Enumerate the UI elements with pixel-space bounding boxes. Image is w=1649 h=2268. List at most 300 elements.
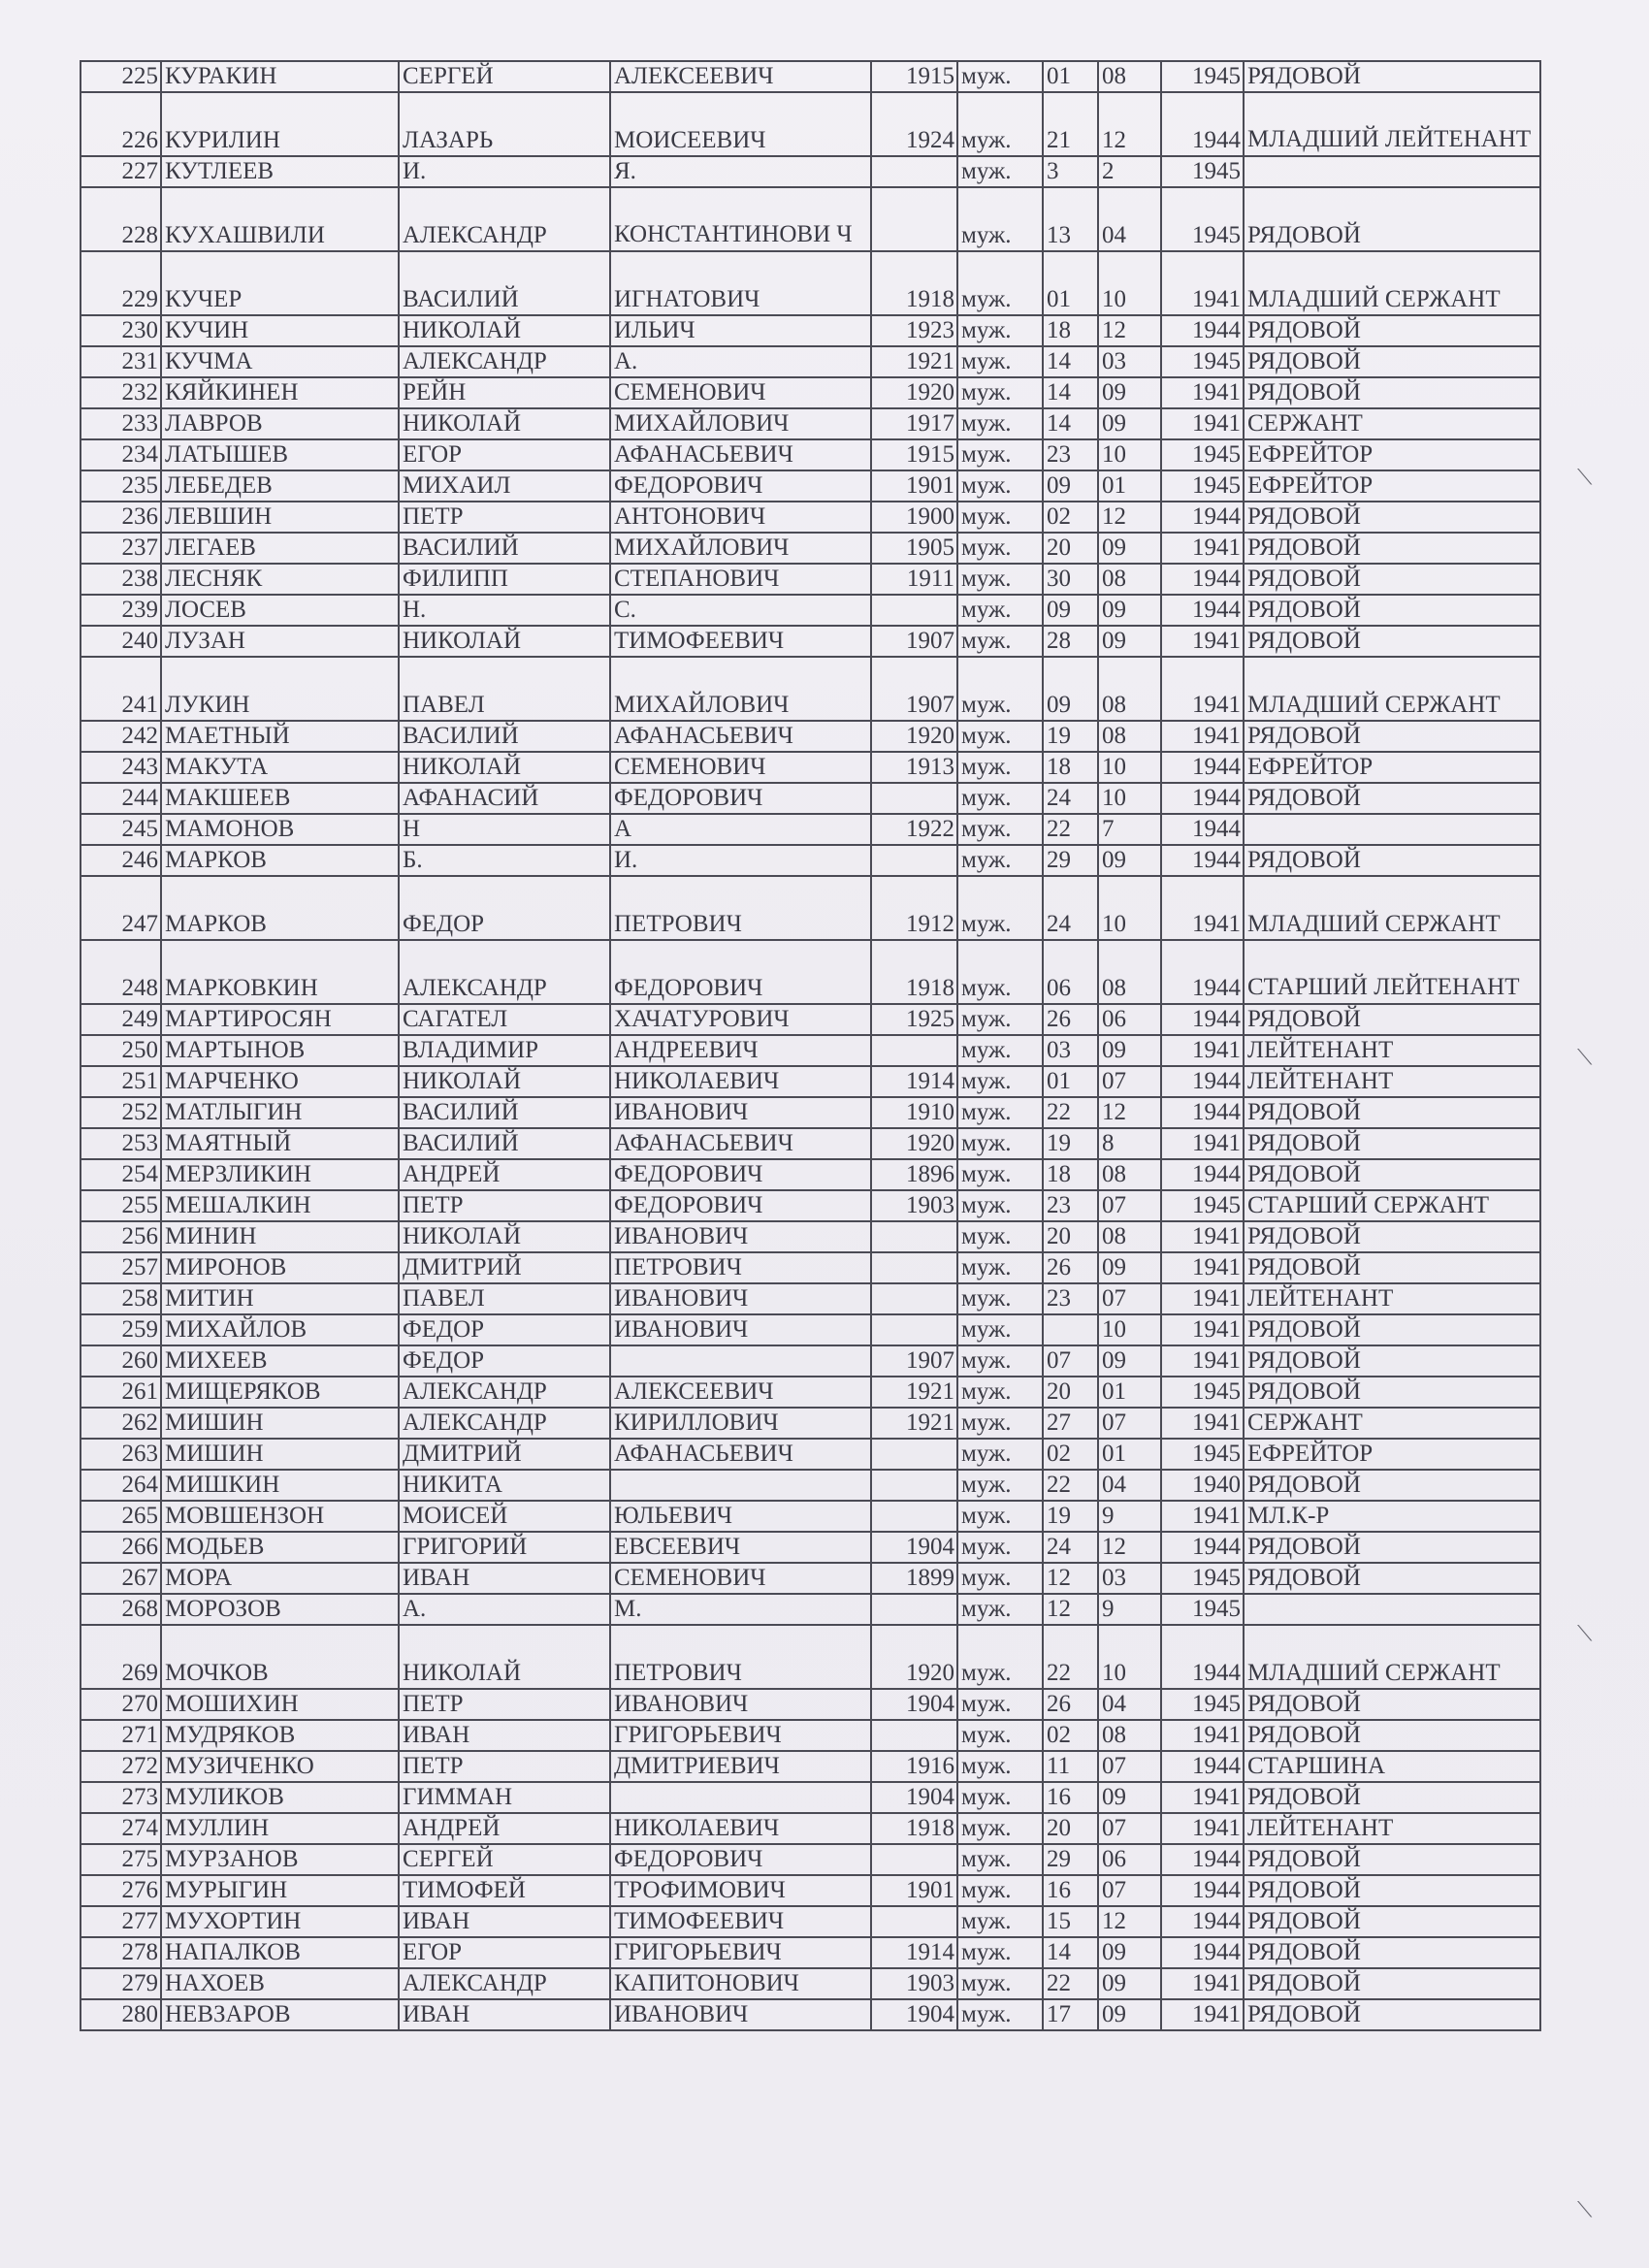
patronymic-cell: КОНСТАНТИНОВИ Ч [610,187,871,251]
death-month-cell: 9 [1098,1594,1161,1625]
first-name-cell: АЛЕКСАНДР [399,1377,610,1408]
patronymic-cell: МИХАЙЛОВИЧ [610,533,871,564]
first-name-cell: ГИММАН [399,1782,610,1813]
death-day-cell: 01 [1043,61,1098,92]
row-number: 255 [81,1190,161,1221]
death-year-cell: 1941 [1161,1283,1244,1314]
rank-cell: ЛЕЙТЕНАНТ [1244,1813,1540,1844]
row-number: 229 [81,251,161,315]
sex-cell: муж. [957,1252,1043,1283]
patronymic-cell: ПЕТРОВИЧ [610,1625,871,1689]
row-number: 264 [81,1470,161,1501]
sex-cell: муж. [957,783,1043,814]
table-row [81,533,1540,564]
death-year-cell: 1941 [1161,1720,1244,1751]
surname-cell: НАХОЕВ [161,1968,399,1999]
birth-year-cell [871,1252,957,1283]
patronymic-cell: ИВАНОВИЧ [610,1283,871,1314]
patronymic-cell: АЛЕКСЕЕВИЧ [610,61,871,92]
row-number: 247 [81,876,161,940]
death-month-cell: 09 [1098,595,1161,626]
first-name-cell: АНДРЕЙ [399,1813,610,1844]
surname-cell: МУРЫГИН [161,1875,399,1906]
table-row [81,1377,1540,1408]
row-number: 275 [81,1844,161,1875]
birth-year-cell [871,1439,957,1470]
death-year-cell: 1944 [1161,1937,1244,1968]
death-day-cell: 26 [1043,1004,1098,1035]
death-day-cell: 23 [1043,1283,1098,1314]
row-number: 226 [81,92,161,156]
first-name-cell: ПЕТР [399,1751,610,1782]
table-row [81,752,1540,783]
rank-cell: РЯДОВОЙ [1244,1937,1540,1968]
table-row [81,1408,1540,1439]
death-month-cell: 08 [1098,657,1161,721]
table-row [81,1221,1540,1252]
patronymic-cell: НИКОЛАЕВИЧ [610,1813,871,1844]
table-row [81,1252,1540,1283]
table-row [81,1625,1540,1689]
row-number: 253 [81,1128,161,1159]
sex-cell: муж. [957,439,1043,470]
row-number: 240 [81,626,161,657]
death-year-cell: 1941 [1161,1221,1244,1252]
table-row [81,1066,1540,1097]
sex-cell: муж. [957,1689,1043,1720]
first-name-cell: АФАНАСИЙ [399,783,610,814]
rank-cell: МЛАДШИЙ СЕРЖАНТ [1244,251,1540,315]
death-day-cell [1043,1314,1098,1345]
death-month-cell: 7 [1098,814,1161,845]
table-row [81,92,1540,156]
birth-year-cell [871,1906,957,1937]
row-number: 269 [81,1625,161,1689]
death-day-cell: 3 [1043,156,1098,187]
rank-cell: РЯДОВОЙ [1244,1345,1540,1377]
death-month-cell: 08 [1098,1720,1161,1751]
rank-cell: РЯДОВОЙ [1244,346,1540,377]
death-month-cell: 07 [1098,1751,1161,1782]
sex-cell: муж. [957,1159,1043,1190]
death-month-cell: 08 [1098,721,1161,752]
rank-cell: СТАРШИНА [1244,1751,1540,1782]
patronymic-cell: КИРИЛЛОВИЧ [610,1408,871,1439]
first-name-cell: ВАСИЛИЙ [399,721,610,752]
sex-cell: муж. [957,1035,1043,1066]
death-year-cell: 1941 [1161,1968,1244,1999]
sex-cell: муж. [957,346,1043,377]
patronymic-cell: А. [610,346,871,377]
surname-cell: МОЧКОВ [161,1625,399,1689]
patronymic-cell: ИВАНОВИЧ [610,1689,871,1720]
death-day-cell: 19 [1043,721,1098,752]
patronymic-cell: МОИСЕЕВИЧ [610,92,871,156]
row-number: 278 [81,1937,161,1968]
death-year-cell: 1945 [1161,1594,1244,1625]
death-day-cell: 26 [1043,1252,1098,1283]
sex-cell: муж. [957,564,1043,595]
sex-cell: муж. [957,1999,1043,2030]
death-year-cell: 1944 [1161,1532,1244,1563]
first-name-cell: ФЕДОР [399,876,610,940]
patronymic-cell: А [610,814,871,845]
death-day-cell: 16 [1043,1782,1098,1813]
rank-cell: РЯДОВОЙ [1244,377,1540,408]
birth-year-cell: 1911 [871,564,957,595]
first-name-cell: НИКОЛАЙ [399,315,610,346]
first-name-cell: ЕГОР [399,439,610,470]
rank-cell: РЯДОВОЙ [1244,1252,1540,1283]
table-row [81,1004,1540,1035]
death-day-cell: 18 [1043,1159,1098,1190]
rank-cell: СЕРЖАНТ [1244,408,1540,439]
rank-cell: МЛАДШИЙ СЕРЖАНТ [1244,876,1540,940]
table-row [81,1937,1540,1968]
row-number: 261 [81,1377,161,1408]
first-name-cell: ДМИТРИЙ [399,1439,610,1470]
patronymic-cell: АФАНАСЬЕВИЧ [610,1128,871,1159]
death-day-cell: 22 [1043,1968,1098,1999]
birth-year-cell [871,783,957,814]
first-name-cell: Н [399,814,610,845]
death-month-cell: 10 [1098,752,1161,783]
first-name-cell: ВАСИЛИЙ [399,251,610,315]
patronymic-cell: АФАНАСЬЕВИЧ [610,439,871,470]
death-month-cell: 04 [1098,187,1161,251]
rank-cell: РЯДОВОЙ [1244,1221,1540,1252]
birth-year-cell: 1917 [871,408,957,439]
first-name-cell: МИХАИЛ [399,470,610,502]
sex-cell: муж. [957,1532,1043,1563]
sex-cell: муж. [957,1377,1043,1408]
patronymic-cell: И. [610,845,871,876]
patronymic-cell: ИЛЬИЧ [610,315,871,346]
rank-cell: РЯДОВОЙ [1244,564,1540,595]
surname-cell: МИШИН [161,1439,399,1470]
table-row [81,377,1540,408]
first-name-cell: ПЕТР [399,1190,610,1221]
first-name-cell: АЛЕКСАНДР [399,187,610,251]
death-month-cell: 09 [1098,845,1161,876]
death-day-cell: 09 [1043,595,1098,626]
surname-cell: МЕШАЛКИН [161,1190,399,1221]
patronymic-cell: М. [610,1594,871,1625]
surname-cell: МАРКОВ [161,845,399,876]
table-row [81,595,1540,626]
birth-year-cell [871,1594,957,1625]
sex-cell: муж. [957,876,1043,940]
table-row [81,1751,1540,1782]
sex-cell: муж. [957,61,1043,92]
row-number: 251 [81,1066,161,1097]
first-name-cell: ВЛАДИМИР [399,1035,610,1066]
death-day-cell: 20 [1043,1221,1098,1252]
table-row [81,721,1540,752]
sex-cell: муж. [957,1283,1043,1314]
death-year-cell: 1945 [1161,1563,1244,1594]
death-month-cell: 09 [1098,533,1161,564]
row-number: 270 [81,1689,161,1720]
surname-cell: МАЯТНЫЙ [161,1128,399,1159]
birth-year-cell: 1896 [871,1159,957,1190]
death-year-cell: 1941 [1161,251,1244,315]
birth-year-cell: 1913 [871,752,957,783]
death-year-cell: 1941 [1161,1252,1244,1283]
death-day-cell: 24 [1043,783,1098,814]
birth-year-cell: 1907 [871,657,957,721]
death-day-cell: 13 [1043,187,1098,251]
rank-cell: СТАРШИЙ ЛЕЙТЕНАНТ [1244,940,1540,1004]
table-row [81,1314,1540,1345]
death-year-cell: 1944 [1161,1625,1244,1689]
row-number: 230 [81,315,161,346]
patronymic-cell: ТИМОФЕЕВИЧ [610,626,871,657]
surname-cell: МИРОНОВ [161,1252,399,1283]
birth-year-cell: 1903 [871,1190,957,1221]
first-name-cell: НИКОЛАЙ [399,1066,610,1097]
death-year-cell: 1944 [1161,1097,1244,1128]
row-number: 254 [81,1159,161,1190]
rank-cell: РЯДОВОЙ [1244,626,1540,657]
table-row [81,1532,1540,1563]
death-year-cell: 1941 [1161,876,1244,940]
table-row [81,1594,1540,1625]
sex-cell: муж. [957,1408,1043,1439]
death-month-cell: 01 [1098,1377,1161,1408]
row-number: 271 [81,1720,161,1751]
rank-cell: РЯДОВОЙ [1244,1377,1540,1408]
death-year-cell: 1945 [1161,439,1244,470]
death-day-cell: 15 [1043,1906,1098,1937]
death-day-cell: 23 [1043,439,1098,470]
table-row [81,187,1540,251]
death-month-cell: 09 [1098,408,1161,439]
death-year-cell: 1944 [1161,752,1244,783]
death-year-cell: 1945 [1161,346,1244,377]
sex-cell: муж. [957,533,1043,564]
death-year-cell: 1944 [1161,92,1244,156]
first-name-cell: ИВАН [399,1720,610,1751]
surname-cell: МОРОЗОВ [161,1594,399,1625]
death-day-cell: 12 [1043,1594,1098,1625]
sex-cell: муж. [957,1066,1043,1097]
death-month-cell: 08 [1098,564,1161,595]
table-row [81,156,1540,187]
birth-year-cell [871,1844,957,1875]
table-row [81,315,1540,346]
death-day-cell: 27 [1043,1408,1098,1439]
row-number: 234 [81,439,161,470]
rank-cell: ЛЕЙТЕНАНТ [1244,1035,1540,1066]
first-name-cell: НИКОЛАЙ [399,1625,610,1689]
death-day-cell: 14 [1043,377,1098,408]
table-row [81,1345,1540,1377]
surname-cell: КУРИЛИН [161,92,399,156]
patronymic-cell [610,1782,871,1813]
row-number: 248 [81,940,161,1004]
death-month-cell: 01 [1098,1439,1161,1470]
row-number: 273 [81,1782,161,1813]
death-day-cell: 17 [1043,1999,1098,2030]
surname-cell: ЛЕГАЕВ [161,533,399,564]
first-name-cell: ПАВЕЛ [399,657,610,721]
patronymic-cell: ИВАНОВИЧ [610,1097,871,1128]
birth-year-cell: 1920 [871,1128,957,1159]
row-number: 244 [81,783,161,814]
row-number: 237 [81,533,161,564]
table-row [81,1159,1540,1190]
death-day-cell: 03 [1043,1035,1098,1066]
patronymic-cell: НИКОЛАЕВИЧ [610,1066,871,1097]
row-number: 227 [81,156,161,187]
surname-cell: МЕРЗЛИКИН [161,1159,399,1190]
birth-year-cell: 1905 [871,533,957,564]
rank-cell: РЯДОВОЙ [1244,845,1540,876]
rank-cell: РЯДОВОЙ [1244,783,1540,814]
row-number: 238 [81,564,161,595]
surname-cell: КЯЙКИНЕН [161,377,399,408]
death-day-cell: 21 [1043,92,1098,156]
patronymic-cell: АНТОНОВИЧ [610,502,871,533]
row-number: 268 [81,1594,161,1625]
patronymic-cell: АФАНАСЬЕВИЧ [610,721,871,752]
patronymic-cell: ПЕТРОВИЧ [610,1252,871,1283]
death-month-cell: 10 [1098,439,1161,470]
birth-year-cell: 1921 [871,346,957,377]
patronymic-cell: АНДРЕЕВИЧ [610,1035,871,1066]
patronymic-cell: ФЕДОРОВИЧ [610,940,871,1004]
first-name-cell: МОИСЕЙ [399,1501,610,1532]
row-number: 277 [81,1906,161,1937]
row-number: 274 [81,1813,161,1844]
rank-cell: СЕРЖАНТ [1244,1408,1540,1439]
row-number: 263 [81,1439,161,1470]
death-month-cell: 04 [1098,1470,1161,1501]
death-month-cell: 07 [1098,1875,1161,1906]
surname-cell: КУЧМА [161,346,399,377]
death-day-cell: 14 [1043,1937,1098,1968]
table-row [81,251,1540,315]
death-month-cell: 07 [1098,1813,1161,1844]
table-row [81,1813,1540,1844]
death-year-cell: 1941 [1161,1345,1244,1377]
death-year-cell: 1940 [1161,1470,1244,1501]
birth-year-cell: 1901 [871,1875,957,1906]
patronymic-cell: ЮЛЬЕВИЧ [610,1501,871,1532]
sex-cell: муж. [957,1968,1043,1999]
rank-cell: СТАРШИЙ СЕРЖАНТ [1244,1190,1540,1221]
death-year-cell: 1941 [1161,1999,1244,2030]
rank-cell: ЛЕЙТЕНАНТ [1244,1066,1540,1097]
rank-cell: РЯДОВОЙ [1244,1782,1540,1813]
row-number: 272 [81,1751,161,1782]
rank-cell: РЯДОВОЙ [1244,1906,1540,1937]
table-row [81,1844,1540,1875]
death-day-cell: 02 [1043,1720,1098,1751]
row-number: 262 [81,1408,161,1439]
rank-cell [1244,1594,1540,1625]
surname-cell: НЕВЗАРОВ [161,1999,399,2030]
death-day-cell: 22 [1043,814,1098,845]
table-row [81,1689,1540,1720]
patronymic-cell: ПЕТРОВИЧ [610,876,871,940]
sex-cell: муж. [957,1314,1043,1345]
table-row [81,1035,1540,1066]
death-year-cell: 1941 [1161,1501,1244,1532]
sex-cell: муж. [957,1221,1043,1252]
death-year-cell: 1945 [1161,187,1244,251]
death-year-cell: 1944 [1161,1751,1244,1782]
row-number: 250 [81,1035,161,1066]
patronymic-cell: ХАЧАТУРОВИЧ [610,1004,871,1035]
death-day-cell: 29 [1043,1844,1098,1875]
death-day-cell: 16 [1043,1875,1098,1906]
birth-year-cell: 1904 [871,1782,957,1813]
rank-cell: РЯДОВОЙ [1244,1563,1540,1594]
birth-year-cell: 1920 [871,1625,957,1689]
sex-cell: муж. [957,1004,1043,1035]
death-month-cell: 07 [1098,1066,1161,1097]
death-month-cell: 08 [1098,1221,1161,1252]
surname-cell: МИХЕЕВ [161,1345,399,1377]
birth-year-cell: 1922 [871,814,957,845]
rank-cell: РЯДОВОЙ [1244,1844,1540,1875]
row-number: 228 [81,187,161,251]
first-name-cell: ИВАН [399,1563,610,1594]
patronymic-cell: СЕМЕНОВИЧ [610,377,871,408]
death-year-cell: 1941 [1161,408,1244,439]
patronymic-cell: ГРИГОРЬЕВИЧ [610,1720,871,1751]
surname-cell: ЛОСЕВ [161,595,399,626]
sex-cell: муж. [957,187,1043,251]
first-name-cell: ВАСИЛИЙ [399,1128,610,1159]
first-name-cell: ЕГОР [399,1937,610,1968]
table-row [81,1470,1540,1501]
surname-cell: МАМОНОВ [161,814,399,845]
death-month-cell: 04 [1098,1689,1161,1720]
patronymic-cell: ИВАНОВИЧ [610,1999,871,2030]
rank-cell: РЯДОВОЙ [1244,1004,1540,1035]
surname-cell: МУРЗАНОВ [161,1844,399,1875]
death-year-cell: 1944 [1161,1844,1244,1875]
row-number: 239 [81,595,161,626]
birth-year-cell: 1912 [871,876,957,940]
row-number: 259 [81,1314,161,1345]
death-day-cell: 22 [1043,1097,1098,1128]
sex-cell: муж. [957,1439,1043,1470]
table-row [81,845,1540,876]
death-day-cell: 01 [1043,1066,1098,1097]
death-year-cell: 1941 [1161,721,1244,752]
rank-cell: РЯДОВОЙ [1244,1875,1540,1906]
sex-cell: муж. [957,1625,1043,1689]
patronymic-cell: МИХАЙЛОВИЧ [610,408,871,439]
surname-cell: МИТИН [161,1283,399,1314]
row-number: 252 [81,1097,161,1128]
patronymic-cell: ФЕДОРОВИЧ [610,1190,871,1221]
surname-cell: МОДЬЕВ [161,1532,399,1563]
surname-cell: МАКШЕЕВ [161,783,399,814]
birth-year-cell: 1920 [871,721,957,752]
rank-cell: ЛЕЙТЕНАНТ [1244,1283,1540,1314]
death-month-cell: 10 [1098,251,1161,315]
death-month-cell: 06 [1098,1844,1161,1875]
birth-year-cell: 1918 [871,251,957,315]
first-name-cell: РЕЙН [399,377,610,408]
sex-cell: муж. [957,845,1043,876]
sex-cell: муж. [957,626,1043,657]
